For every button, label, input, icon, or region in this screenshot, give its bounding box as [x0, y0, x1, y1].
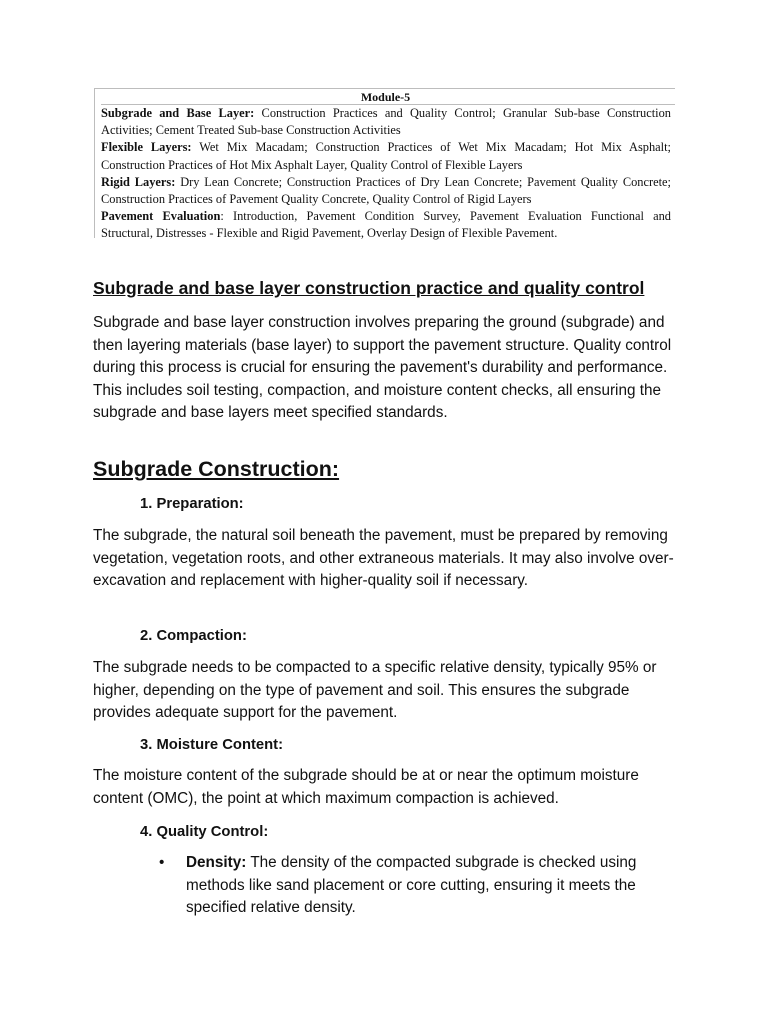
- step-moisture-title: 3. Moisture Content:: [140, 737, 284, 753]
- section-title: Subgrade and base layer construction practice and quality control: [93, 278, 645, 298]
- module-row-text: : Introduction, Pavement Condition Survey, Pavement Evaluation Functional and Structural, Distresses - Flexible and Rigid Pavement, Overlay Design of Flexible Pavement.: [101, 209, 672, 241]
- bullet-density-text: The density of the compacted subgrade is checked using methods like sand placement or core cutting, ensuring it meets the specified relative density.: [186, 854, 637, 916]
- module-syllabus-box: [94, 88, 675, 241]
- module-row-evaluation: [101, 208, 671, 242]
- step-moisture-body: The moisture content of the subgrade should be at or near the optimum moisture content (OMC), the point at which maximum compaction is achieved.: [93, 767, 639, 807]
- subgrade-construction-heading: Subgrade Construction:: [93, 457, 340, 481]
- bullet-density-label: Density:: [186, 854, 247, 871]
- module-heading: Module-5: [360, 90, 411, 104]
- module-row-label: Flexible Layers:: [101, 140, 192, 155]
- module-row-text: Wet Mix Macadam; Construction Practices of Wet Mix Macadam; Hot Mix Asphalt; Construction Practices of Hot Mix Asphalt Layer, Quality Control of Flexible Layers: [101, 140, 671, 172]
- step-preparation-body: The subgrade, the natural soil beneath the pavement, must be prepared by removing vegetation, vegetation roots, and other extraneous materials. It may also involve over-excavation and replacement with higher-quality soil if necessary.: [93, 527, 674, 589]
- module-row-label: Pavement Evaluation: [101, 209, 221, 224]
- bullet-marker: •: [159, 854, 165, 871]
- step-preparation-title: 1. Preparation:: [140, 496, 244, 512]
- step-compaction-body: The subgrade needs to be compacted to a specific relative density, typically 95% or higher, depending on the type of pavement and soil. This ensures the subgrade provides adequate support for the pavement.: [93, 659, 657, 721]
- module-row-label: Rigid Layers:: [101, 174, 176, 189]
- module-row-text: Construction Practices and Quality Control; Granular Sub-base Construction Activities; Cement Treated Sub-base Construction Activities: [101, 106, 671, 138]
- bullet-density: [186, 852, 676, 920]
- step-compaction-title: 2. Compaction:: [140, 628, 247, 644]
- module-row-flexible: [101, 139, 671, 173]
- module-syllabus-text: [101, 105, 671, 243]
- module-row-subgrade: [101, 105, 671, 139]
- intro-paragraph: Subgrade and base layer construction involves preparing the ground (subgrade) and then layering materials (base layer) to support the pavement structure. Quality control during this process is crucial for ensuring the pavement's durability and performance. This includes soil testing, compaction, and moisture content checks, all ensuring the subgrade and base layers meet specified standards.: [93, 314, 672, 421]
- module-row-label: Subgrade and Base Layer:: [101, 106, 255, 120]
- module-row-text: Dry Lean Concrete; Construction Practices of Dry Lean Concrete; Pavement Quality Concrete; Construction Practices of Pavement Quality Concrete, Quality Control of Rigid Layers: [101, 174, 671, 207]
- step-quality-control-title: 4. Quality Control:: [140, 824, 269, 840]
- module-row-rigid: [101, 174, 671, 208]
